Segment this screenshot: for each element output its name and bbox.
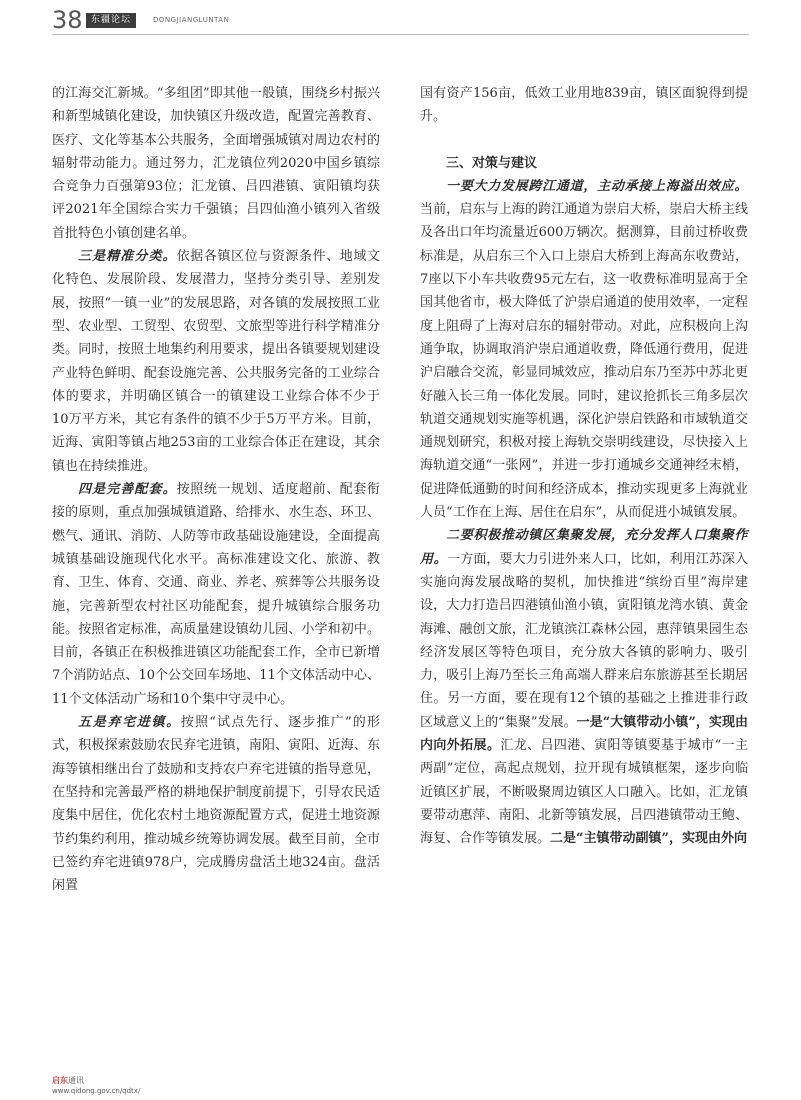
footer-url: www.qidong.gov.cn/qdtx/ — [52, 1087, 141, 1095]
paragraph: 的江海交汇新城。“多组团”即其他一般镇，围绕乡村振兴和新型城镇化建设，加快镇区升级改造，配置完善教育、医疗、文化等基本公共服务，全面增强城镇对周边农村的辐射带动能力。通过努力，汇龙镇位列2020中国乡镇综合竞争力百强第93位；汇龙镇、吕四港镇、寅阳镇均获评2021年全国综合实力千强镇；吕四仙渔小镇列入省级首批特色小镇创建名单。 — [52, 86, 380, 241]
left-column — [52, 82, 380, 897]
page-header — [0, 0, 801, 40]
footer-brand: 启东通讯 — [52, 1076, 84, 1085]
right-column — [420, 82, 748, 851]
paragraph-lead: 三是精准分类。 — [78, 249, 177, 265]
header-divider — [52, 34, 749, 35]
emphasis-text: 二是“主镇带动副镇”，实现由外向 — [550, 831, 747, 847]
paragraph: 二要积极推动镇区集聚发展，充分发挥人口集聚作用。一方面，要大力引进外来人口，比如，利用江苏深入实施向海发展战略的契机，加快推进“缤纷百里”海岸建设，大力打造吕四港镇仙渔小镇，寅阳镇龙湾水镇、黄金海滩、融创文旅，汇龙镇滨江森林公园，惠萍镇果园生态经济发展区等特色项目，充分放大各镇的影响力、吸引力，吸引上海乃至长三角高端人群来启东旅游甚至长期居住。另一方面，要在现有12个镇的基础之上推进非行政区域意义上的“集聚”发展。一是“大镇带动小镇”，实现由内向外拓展。汇龙、吕四港、寅阳等镇要基于城市“一主两副”定位，高起点规划，拉开现有城镇框架，逐步向临近镇区扩展，不断吸聚周边镇区人口融入。比如，汇龙镇要带动惠萍、南阳、北新等镇发展，吕四港镇带动王鲍、海复、合作等镇发展。二是“主镇带动副镇”，实现由外向 — [420, 528, 748, 847]
paragraph: 一要大力发展跨江通道，主动承接上海溢出效应。当前，启东与上海的跨江通道为崇启大桥，崇启大桥主线及各出口年均流量近600万辆次。据测算，目前过桥收费标准是，从启东三个入口上崇启大桥到上海高东收费站，7座以下小车共收费95元左右，这一收费标准明显高于全国其他省市，极大降低了沪崇启通道的使用效率，一定程度上阻碍了上海对启东的辐射带动。对此，应积极向上沟通争取，协调取消沪崇启通道收费，降低通行费用，促进沪启融合交流，彰显同城效应，推动启东乃至苏中苏北更好融入长三角一体化发展。同时，建议抢抓长三角多层次轨道交通规划实施等机遇，深化沪崇启铁路和市域轨道交通规划研究，积极对接上海轨交崇明线建设，尽快接入上海轨道交通“一张网”，并进一步打通城乡交通神经末梢，促进降低通勤的时间和经济成本，推动实现更多上海就业人员“工作在上海、居住在启东”，从而促进小城镇发展。 — [420, 178, 748, 521]
magazine-pinyin: DONGJIANGLUNTAN — [153, 16, 230, 24]
page-footer — [52, 1076, 140, 1096]
spacer — [420, 129, 748, 152]
paragraph: 四是完善配套。按照统一规划、适度超前、配套衔接的原则，重点加强城镇道路、给排水、水生态、环卫、燃气、通讯、消防、人防等市政基础设施建设，全面提高城镇基础设施现代化水平。高标准建设文化、旅游、教育、卫生、体育、交通、商业、养老、殡葬等公共服务设施，完善新型农村社区功能配套，提升城镇综合服务功能。按照省定标准，高质量建设镇幼儿园、小学和初中。目前，各镇正在积极推进镇区功能配套工作，全市已新增7个消防站点、10个公交回车场地、11个文体活动中心、11个文体活动广场和10个集中守灵中心。 — [52, 482, 380, 707]
emphasis-text: 一是“大镇带动小镇”，实现由内向外拓展。 — [420, 714, 748, 754]
paragraph-lead: 四是完善配套。 — [78, 482, 177, 498]
page-number: 38 — [52, 6, 83, 34]
paragraph-lead: 二要积极推动镇区集聚发展，充分发挥人口集聚作用。 — [420, 528, 748, 567]
paragraph: 国有资产156亩，低效工业用地839亩，镇区面貌得到提升。 — [420, 86, 748, 125]
paragraph: 五是弃宅进镇。按照“试点先行、逐步推广”的形式，积极探索鼓励农民弃宅进镇，南阳、寅阳、近海、东海等镇相继出台了鼓励和支持农户弃宅进镇的指导意见，在坚持和完善最严格的耕地保护制度前提下，引导农民适度集中居住，优化农村土地资源配置方式，促进土地资源节约集约利用，推动城乡统筹协调发展。截至目前，全市已签约弃宅进镇978户，完成腾房盘活土地324亩。盘活闲置 — [52, 715, 380, 894]
paragraph: 三是精准分类。依据各镇区位与资源条件、地域文化特色、发展阶段、发展潜力，坚持分类引导、差别发展，按照“一镇一业”的发展思路，对各镇的发展按照工业型、农业型、工贸型、农贸型、文旅型等进行科学精准分类。同时，按照土地集约利用要求，提出各镇要规划建设产业特色鲜明、配套设施完善、公共服务完备的工业综合体的要求，并明确区镇合一的镇建设工业综合体不少于10万平方米，其它有条件的镇不少于5万平方米。目前，近海、寅阳等镇占地253亩的工业综合体正在建设，其余镇也在持续推进。 — [52, 249, 380, 474]
paragraph-lead: 五是弃宅进镇。 — [78, 715, 181, 731]
section-heading: 三、对策与建议 — [446, 155, 538, 171]
magazine-logo: 东疆论坛 — [86, 13, 136, 28]
paragraph-lead: 一要大力发展跨江通道，主动承接上海溢出效应。 — [446, 178, 748, 194]
